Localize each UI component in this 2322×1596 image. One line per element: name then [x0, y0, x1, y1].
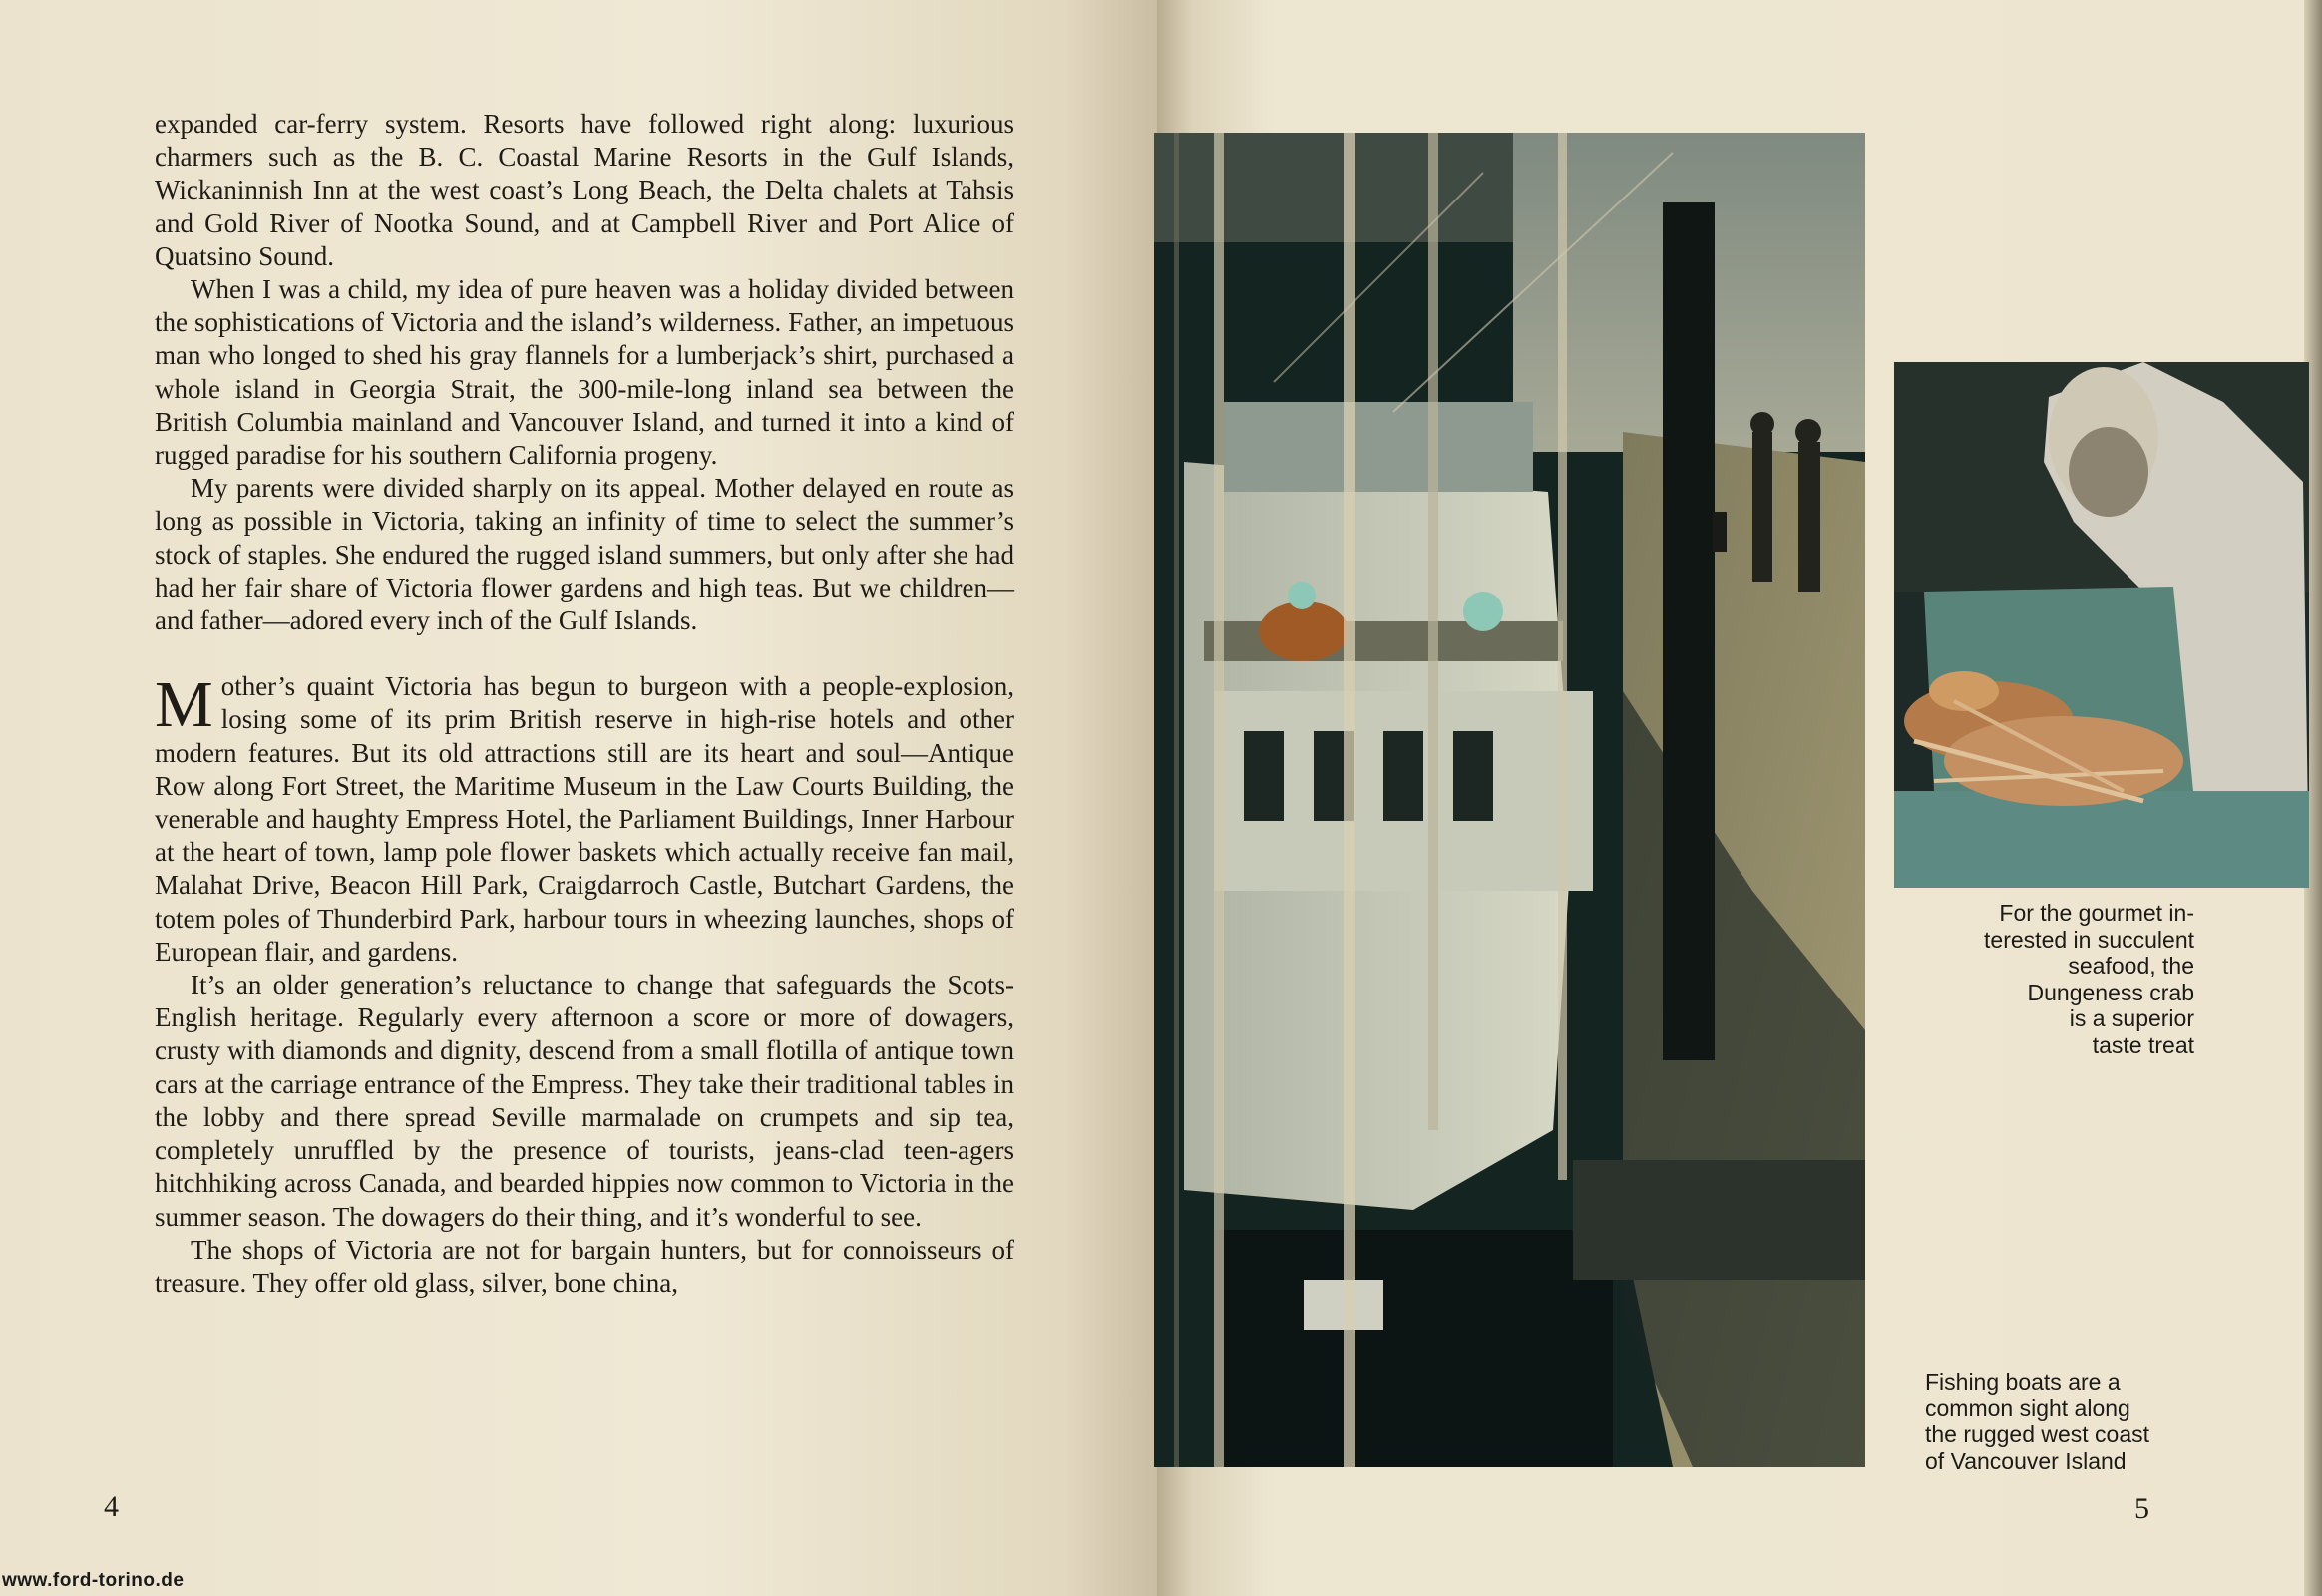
caption-line: Fishing boats are a — [1925, 1369, 2121, 1395]
caption-line: of Vancouver Island — [1925, 1447, 2127, 1474]
article-body — [155, 108, 1014, 1300]
left-page — [0, 0, 1157, 1596]
caption-line: common sight along — [1925, 1395, 2130, 1421]
paragraph: My parents were divided sharply on its appeal. Mother delayed en route as long as possible in Victoria, taking an infinity of time to select the summer’s stock of staples. She endured the rugged island summers, but only after she had had her fair share of Victoria flower gardens and high teas. But we children—and father—adored every inch of the Gulf Islands. — [155, 473, 1014, 636]
paragraph: The shops of Victoria are not for bargain hunters, but for connoisseurs of treasure. They offer old glass, silver, bone china, — [155, 1234, 1014, 1298]
fishing-boats-photo — [1154, 133, 1865, 1467]
dungeness-crab-photo — [1894, 362, 2309, 888]
paragraph: It’s an older generation’s reluctance to change that safeguards the Scots-English heritage. Regularly every afternoon a score or more of dowagers, crusty with diamonds and dignity, descend from a small flotilla of antique town cars at the carriage entrance of the Empress. They take their traditional tables in the lobby and there spread Seville marmalade on crumpets and sip tea, completely unruffled by the presence of tourists, jeans-clad teen-agers hitchhiking across Canada, and bearded hippies now common to Victoria in the summer season. The dowagers do their thing, and it’s wonderful to see. — [155, 970, 1014, 1232]
paragraph: expanded car-ferry system. Resorts have followed right along: luxurious charmers such as the B. C. Coastal Marine Resorts in the Gulf Islands, Wickaninnish Inn at the west coast’s Long Beach, the Delta chalets at Tahsis and Gold River of Nootka Sound, and at Campbell River and Port Alice of Quatsino Sound. — [155, 109, 1014, 271]
caption-line: For the gourmet in- — [1999, 900, 2194, 926]
caption-line: is a superior — [2069, 1005, 2194, 1031]
caption-line: the rugged west coast — [1925, 1421, 2150, 1447]
dropcap-paragraph-text: other’s quaint Victoria has begun to burgeon with a people-explosion, losing some of its prim British reserve in high-rise hotels and other modern features. But its old attractions still are its heart and soul—Antique Row along Fort Street, the Maritime Museum in the Law Courts Building, the venerable and haughty Empress Hotel, the Parliament Buildings, Inner Harbour at the heart of town, lamp pole flower baskets which actually receive fan mail, Malahat Drive, Beacon Hill Park, Craigdarroch Castle, Butchart Gardens, the totem poles of Thunderbird Park, harbour tours in wheezing launches, shops of European flair, and gardens. — [155, 671, 1014, 967]
drop-cap: M — [155, 668, 213, 742]
dropcap-paragraph — [155, 670, 1014, 969]
caption-line: taste treat — [2092, 1031, 2194, 1058]
caption-line: seafood, the — [2068, 953, 2194, 979]
boats-photo-caption — [1925, 1369, 2224, 1474]
paragraph: When I was a child, my idea of pure heaven was a holiday divided between the sophistications of Victoria and the island’s wilderness. Father, an impetuous man who longed to shed his gray flannels for a lumberjack’s shirt, purchased a whole island in Georgia Strait, the 300-mile-long inland sea between the British Columbia mainland and Vancouver Island, and turned it into a kind of rugged paradise for his southern California progeny. — [155, 274, 1014, 471]
page-number-right: 5 — [2134, 1492, 2149, 1525]
caption-line: Dungeness crab — [2027, 979, 2194, 1005]
watermark: www.ford-torino.de — [2, 1570, 185, 1591]
caption-line: terested in succulent — [1984, 926, 2194, 953]
page-number-left: 4 — [104, 1490, 119, 1523]
crab-photo-caption — [1885, 900, 2194, 1058]
